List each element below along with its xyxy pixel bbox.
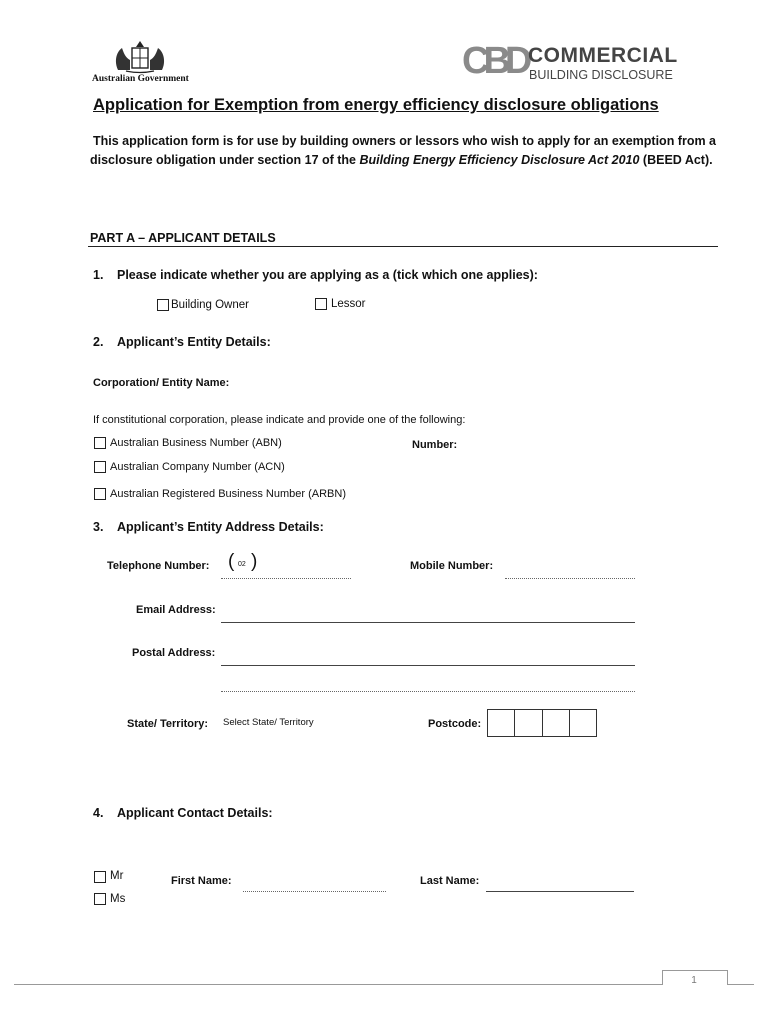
first-name-label: First Name: [171,875,232,887]
state-select[interactable]: Select State/ Territory [223,717,314,728]
constitutional-note: If constitutional corporation, please indicate and provide one of the following: [93,414,466,426]
footer-rule [14,984,754,985]
ms-label: Ms [110,893,126,905]
mr-checkbox[interactable] [94,871,106,883]
q4-number: 4. [93,806,104,820]
arbn-label: Australian Registered Business Number (ARBN) [110,488,346,500]
mobile-input[interactable] [505,578,635,579]
postal-input-line1[interactable] [221,665,635,666]
last-name-input[interactable] [486,891,634,892]
postal-label: Postal Address: [132,647,216,659]
cbd-logo-line1: COMMERCIAL [528,44,678,67]
lessor-label: Lessor [331,298,366,310]
q1-label: Please indicate whether you are applying as a (tick which one applies): [117,268,538,282]
telephone-label: Telephone Number: [107,560,210,572]
postal-input-line2[interactable] [221,691,635,692]
email-label: Email Address: [136,604,216,616]
mr-label: Mr [110,870,124,882]
q3-number: 3. [93,520,104,534]
email-input[interactable] [221,622,635,623]
cbd-logo-line2: BUILDING DISCLOSURE [529,68,673,82]
abn-checkbox[interactable] [94,437,106,449]
building-owner-checkbox[interactable] [157,299,169,311]
area-code: 02 [238,561,246,568]
cbd-logo [462,40,692,90]
gov-logo-text: Australian Government [92,74,189,84]
postcode-digit-box[interactable] [488,710,515,736]
q2-label: Applicant’s Entity Details: [117,335,271,349]
telephone-input[interactable] [221,578,351,579]
first-name-input[interactable] [243,891,386,892]
postcode-label: Postcode: [428,718,482,730]
area-code-open: ( [228,551,235,572]
page-number: 1 [691,975,697,986]
page-title: Application for Exemption from energy efficiency disclosure obligations [93,96,659,114]
lessor-checkbox[interactable] [315,298,327,310]
intro-paragraph [90,132,720,170]
area-code-close: ) [251,551,258,572]
corporation-label: Corporation/ Entity Name: [93,377,230,389]
cbd-logo-letters: CBD [462,40,527,82]
last-name-label: Last Name: [420,875,480,887]
q4-label: Applicant Contact Details: [117,806,273,820]
acn-label: Australian Company Number (ACN) [110,461,285,473]
postcode-digit-box[interactable] [570,710,596,736]
intro-act-name: Building Energy Efficiency Disclosure Act 2010 [359,153,640,167]
australian-government-logo [92,40,192,85]
postcode-boxes [487,709,597,737]
acn-checkbox[interactable] [94,461,106,473]
ms-checkbox[interactable] [94,893,106,905]
postcode-digit-box[interactable] [543,710,570,736]
abn-label: Australian Business Number (ABN) [110,437,282,449]
part-a-rule [88,246,718,247]
part-a-heading: PART A – APPLICANT DETAILS [90,231,276,245]
mobile-label: Mobile Number: [410,560,494,572]
number-label: Number: [412,439,458,451]
intro-text-2: (BEED Act). [639,153,713,167]
q2-number: 2. [93,335,104,349]
intro-text-1: This application form is for use by building owners or lessors who wish to apply for an exemption from a disclosure obligation under section 17 of the [90,134,717,167]
building-owner-label: Building Owner [171,299,249,311]
arbn-checkbox[interactable] [94,488,106,500]
postcode-digit-box[interactable] [515,710,542,736]
coat-of-arms-icon [110,40,170,74]
state-label: State/ Territory: [127,718,209,730]
q3-label: Applicant’s Entity Address Details: [117,520,324,534]
q1-number: 1. [93,268,104,282]
